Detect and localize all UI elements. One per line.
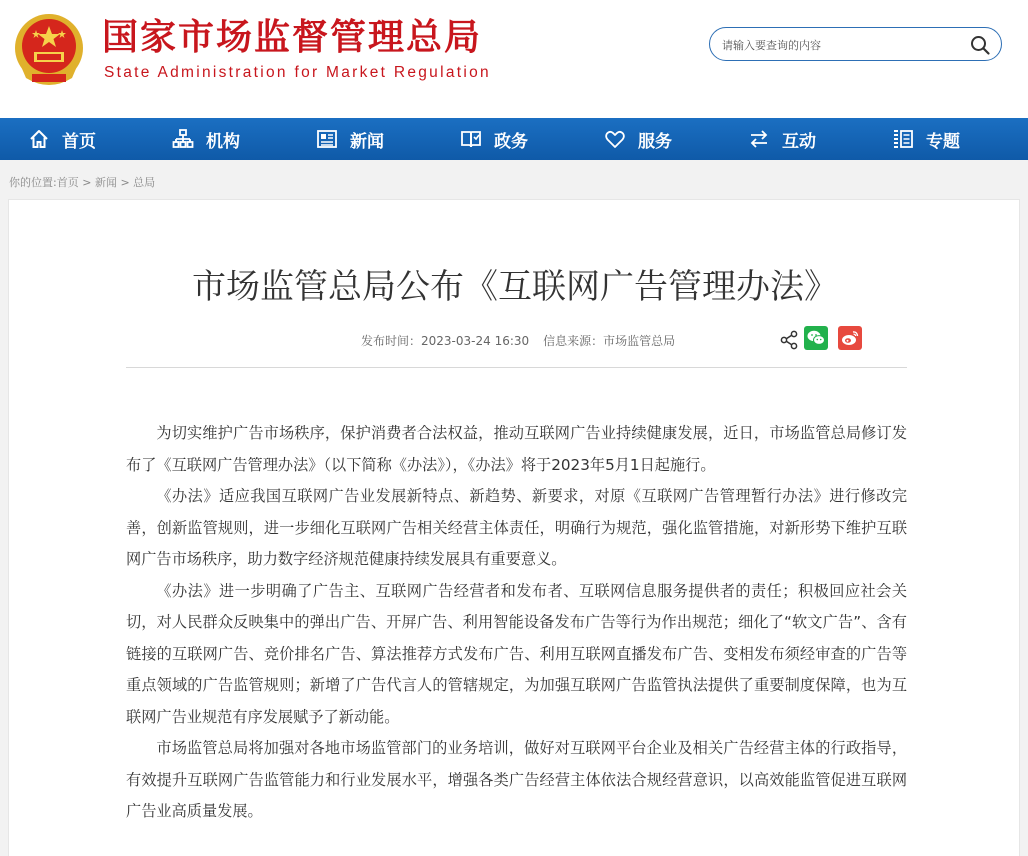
article-paragraph: 为切实维护广告市场秩序，保护消费者合法权益，推动互联网广告业持续健康发展，近日，市场监管总局修订发布了《互联网广告管理办法》（以下简称《办法》），《办法》将于2023年5月1日起施行。 <box>126 424 907 474</box>
search-icon[interactable] <box>969 34 991 56</box>
source-label: 信息来源： <box>543 334 604 348</box>
nav-item-organization[interactable] <box>172 118 240 160</box>
article-container <box>8 199 1020 856</box>
nav-label-interaction: 互动 <box>782 131 816 152</box>
nav-label-service: 服务 <box>638 131 672 152</box>
article-paragraph: 《办法》进一步明确了广告主、互联网广告经营者和发布者、互联网信息服务提供者的责任；积极回应社会关切，对人民群众反映集中的弹出广告、开屏广告、利用智能设备发布广告等行为作出规范；细化了“软文广告”、含有链接的互联网广告、竞价排名广告、算法推荐方式发布广告、利用互联网直播发布广告、变相发布须经审查的广告等重点领域的广告监管规则；新增了广告代言人的管辖规定，为加强互联网广告监管执法提供了重要制度保障，也为互联网广告业规范有序发展赋予了新动能。 <box>126 581 907 726</box>
heart-icon <box>604 128 626 150</box>
article-paragraph: 市场监管总局将加强对各地市场监管部门的业务培训，做好对互联网平台企业及相关广告经营主体的行政指导，有效提升互联网广告监管能力和行业发展水平，增强各类广告经营主体依法合规经营意识，以高效能监管促进互联网广告业高质量发展。 <box>126 739 907 820</box>
nav-item-interaction[interactable] <box>748 118 816 160</box>
nav-item-news[interactable] <box>316 118 384 160</box>
breadcrumb-separator: > <box>82 176 92 189</box>
article-title: 市场监管总局公布《互联网广告管理办法》 <box>192 267 838 307</box>
article-paragraph: 《办法》适应我国互联网广告业发展新特点、新趋势、新要求，对原《互联网广告管理暂行办法》进行修改完善，创新监管规则，进一步细化互联网广告相关经营主体责任，明确行为规范，强化监管措施，对新形势下维护互联网广告市场秩序，助力数字经济规范健康持续发展具有重要意义。 <box>126 487 907 568</box>
wechat-icon[interactable] <box>804 326 828 350</box>
national-emblem-icon[interactable] <box>12 12 86 88</box>
breadcrumb-separator: > <box>120 176 130 189</box>
nav-item-government-affairs[interactable] <box>460 118 528 160</box>
site-title-english[interactable]: State Administration for Market Regulation <box>104 64 491 81</box>
search-input[interactable] <box>722 34 962 56</box>
org-chart-icon <box>172 128 194 150</box>
main-nav <box>0 118 1028 160</box>
nav-label-government-affairs: 政务 <box>494 131 528 152</box>
article-body <box>126 418 907 828</box>
breadcrumb <box>9 174 155 190</box>
breadcrumb-item-headquarters[interactable]: 总局 <box>133 176 156 189</box>
site-title-chinese[interactable]: 国家市场监督管理总局 <box>102 17 483 58</box>
weibo-icon[interactable] <box>838 326 862 350</box>
publish-time-label: 发布时间： <box>361 334 422 348</box>
nav-item-topics[interactable] <box>892 118 960 160</box>
nav-item-service[interactable] <box>604 118 672 160</box>
site-header <box>0 0 1028 118</box>
home-icon <box>28 128 50 150</box>
article-meta <box>361 332 675 349</box>
publish-time: 2023-03-24 16:30 <box>421 334 530 348</box>
topics-list-icon <box>892 128 914 150</box>
breadcrumb-item-home[interactable]: 首页 <box>56 176 79 189</box>
breadcrumb-prefix: 你的位置: <box>9 176 57 189</box>
nav-label-organization: 机构 <box>206 131 240 152</box>
nav-label-home: 首页 <box>62 131 96 152</box>
breadcrumb-item-news[interactable]: 新闻 <box>94 176 117 189</box>
search-box <box>709 27 1002 61</box>
government-affairs-icon <box>460 128 482 150</box>
news-icon <box>316 128 338 150</box>
source: 市场监管总局 <box>603 334 676 348</box>
nav-label-topics: 专题 <box>926 131 960 152</box>
exchange-icon <box>748 128 770 150</box>
nav-item-home[interactable] <box>28 118 96 160</box>
title-divider <box>126 367 907 368</box>
nav-label-news: 新闻 <box>350 131 384 152</box>
share-icon[interactable] <box>779 330 799 350</box>
